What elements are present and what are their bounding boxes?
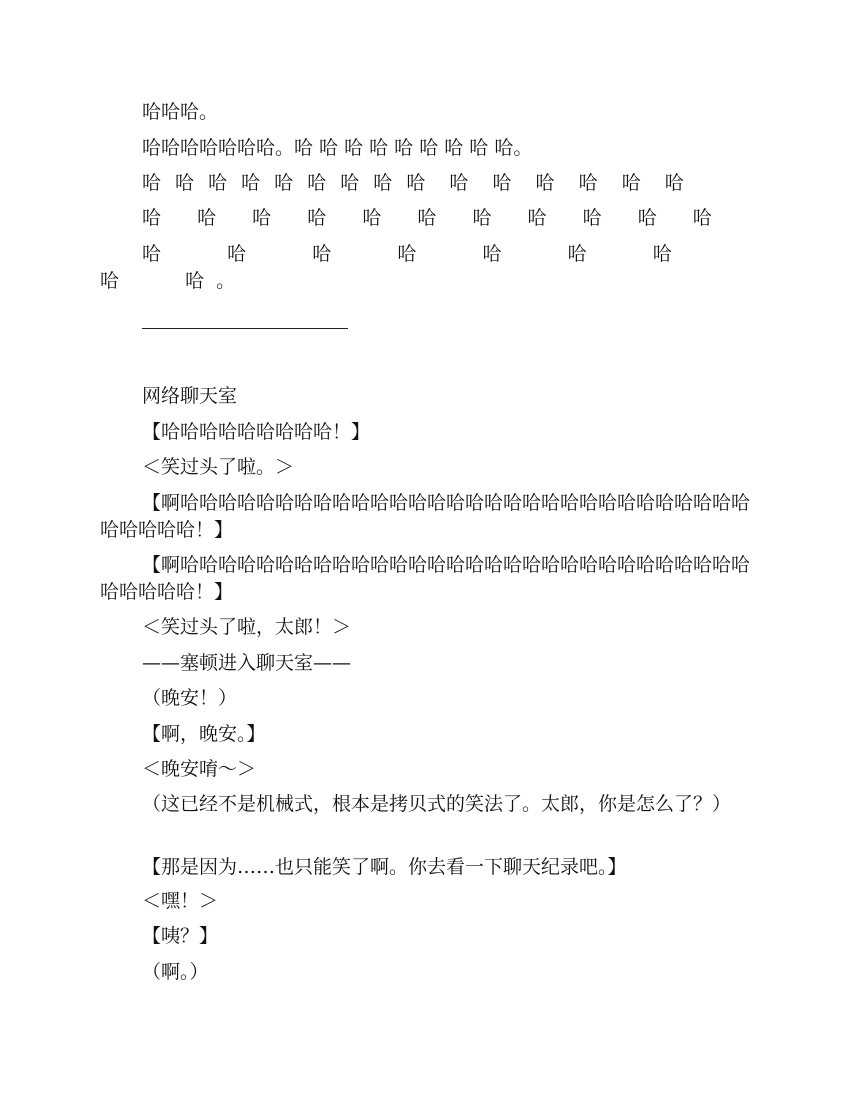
- chat-system-message: ——塞顿进入聊天室——: [142, 652, 352, 674]
- chat-line: 【啊哈哈哈哈哈哈哈哈哈哈哈哈哈哈哈哈哈哈哈哈哈哈哈哈哈哈哈哈哈哈哈哈哈哈哈！】: [100, 492, 751, 541]
- chat-line: 【咦？】: [142, 925, 219, 947]
- laugh-line-2: 哈哈哈哈哈哈哈。哈 哈 哈 哈 哈 哈 哈 哈 哈。: [142, 137, 533, 159]
- chat-line: （啊。）: [142, 961, 209, 983]
- chat-line: 【啊，晚安。】: [142, 723, 266, 745]
- chat-line: 【哈哈哈哈哈哈哈哈哈！】: [142, 421, 371, 443]
- separator-rule: [142, 328, 348, 329]
- laugh-line-5: 哈 哈 哈 哈 哈 哈 哈 哈 哈。: [100, 243, 738, 292]
- laugh-line-3: 哈 哈 哈 哈 哈 哈 哈 哈 哈 哈 哈 哈 哈 哈 哈: [142, 172, 688, 194]
- chat-line: （晚安！）: [142, 687, 238, 709]
- chat-line: ＜笑过头了啦，太郎！＞: [142, 616, 352, 638]
- chat-line: ＜嘿！＞: [142, 890, 219, 912]
- laugh-line-4: 哈 哈 哈 哈 哈 哈 哈 哈 哈 哈 哈: [142, 207, 720, 229]
- chat-line: ＜笑过头了啦。＞: [142, 456, 295, 478]
- chat-line: 【那是因为……也只能笑了啊。你去看一下聊天纪录吧。】: [142, 856, 627, 878]
- chat-room-title: 网络聊天室: [142, 385, 238, 407]
- laugh-line-1: 哈哈哈。: [142, 101, 219, 123]
- chat-line: （这已经不是机械式，根本是拷贝式的笑法了。太郎，你是怎么了？）: [142, 793, 732, 815]
- chat-line: ＜晚安唷～＞: [142, 758, 257, 780]
- chat-line: 【啊哈哈哈哈哈哈哈哈哈哈哈哈哈哈哈哈哈哈哈哈哈哈哈哈哈哈哈哈哈哈哈哈哈哈哈！】: [100, 554, 751, 603]
